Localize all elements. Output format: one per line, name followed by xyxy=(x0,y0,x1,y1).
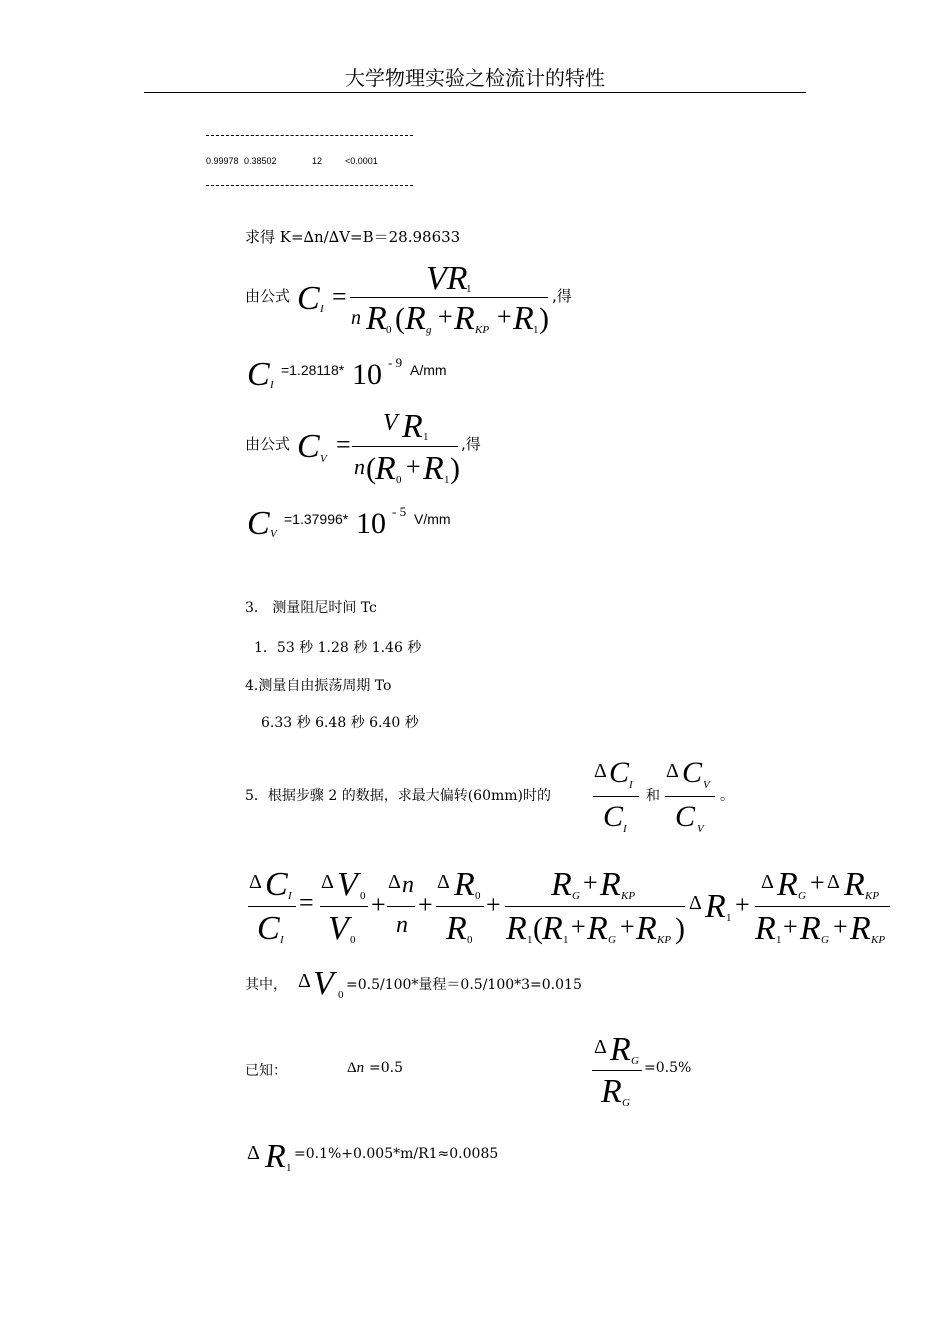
regression-n: 12 xyxy=(312,156,323,166)
result-k: 求得 K=∆n/∆V=B＝28.98633 xyxy=(245,228,461,246)
section-3-title: 3． 测量阻尼时间 Tc xyxy=(245,600,377,616)
formula-ci-tail: ,得 xyxy=(552,287,572,305)
regression-p: <0.0001 xyxy=(345,156,378,166)
regression-r: 0.99978 xyxy=(206,156,239,166)
formula-cv-intro: 由公式 xyxy=(245,435,291,453)
delta-n-symbol: Δn xyxy=(347,1060,365,1076)
where-text: =0.5/100*量程＝0.5/100*3=0.015 xyxy=(346,977,582,993)
divider xyxy=(206,185,413,188)
section-3-values: 1．53 秒 1.28 秒 1.46 秒 xyxy=(254,640,422,656)
where-prefix: 其中， xyxy=(245,977,287,993)
delta-r1-text: =0.1%+0.005*m/R1≈0.0085 xyxy=(294,1146,499,1162)
formula-ci-intro: 由公式 xyxy=(245,287,291,305)
formula-cv-tail: ,得 xyxy=(461,435,481,453)
section-4-title: 4.测量自由振荡周期 To xyxy=(245,678,392,694)
known-rg: =0.5% xyxy=(644,1060,692,1076)
known-dn: =0.5 xyxy=(369,1060,403,1076)
section-5-text: 5．根据步骤 2 的数据，求最大偏转(60mm)时的 xyxy=(245,788,552,804)
divider xyxy=(206,135,413,138)
known-label: 已知： xyxy=(245,1063,287,1079)
section-4-values: 6.33 秒 6.48 秒 6.40 秒 xyxy=(261,715,419,731)
header-rule xyxy=(144,92,806,93)
regression-sd: 0.38502 xyxy=(244,156,277,166)
page-title: 大学物理实验之检流计的特性 xyxy=(345,66,605,90)
